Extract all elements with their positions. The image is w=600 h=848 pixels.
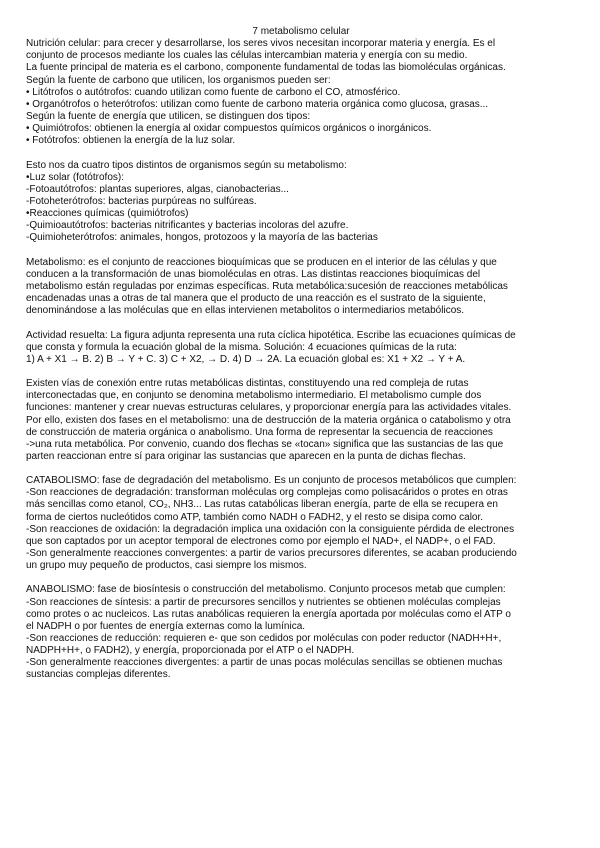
text-line: -Fotoautótrofos: plantas superiores, algas, cianobacterias...: [26, 183, 289, 195]
text-line: Según la fuente de energía que utilicen, se distinguen dos tipos:: [26, 110, 311, 122]
text-line: • Litótrofos o autótrofos: cuando utilizan como fuente de carbono el CO, atmosférico.: [26, 86, 401, 98]
text-line: ANABOLISMO: fase de biosíntesis o construcción del metabolismo. Conjunto procesos metab que cumplen:: [26, 584, 506, 596]
text-line: • Organótrofos o heterótrofos: utilizan como fuente de carbono materia orgánica como glucosa, grasas...: [26, 98, 489, 110]
text-line: que consta y formula la ecuación global de la misma. Solución: 4 ecuaciones químicas de la ruta:: [26, 341, 457, 353]
text-line: • Fotótrofos: obtienen la energía de la luz solar.: [26, 135, 236, 147]
text-line: sustancias complejas diferentes.: [26, 669, 171, 681]
paragraph-gap: [26, 147, 576, 159]
text-line: funciones: mantener y crear nuevas estructuras celulares, y proporcionar energía para las actividades vitales.: [26, 402, 512, 414]
text-line: conducen a la transformación de unas biomoléculas en otras. Las distintas reacciones bioquímicas del: [26, 268, 481, 280]
paragraph: [26, 378, 576, 463]
paragraph: [26, 330, 576, 366]
text-line: más sencillas como etanol, CO₂, NH3... Las rutas catabólicas liberan energía, parte de ella se recupera en: [26, 499, 498, 511]
paragraph-gap: [26, 463, 576, 475]
text-line: Nutrición celular: para crecer y desarrollarse, los seres vivos necesitan incorporar materia y energía. Es el: [26, 38, 496, 50]
text-line: -Son generalmente reacciones convergentes: a partir de varios precursores diferentes, se acaban produciendo: [26, 548, 517, 560]
paragraph: [26, 38, 576, 147]
text-line: CATABOLISMO: fase de degradación del metabolismo. Es un conjunto de procesos metabólicos que cumplen:: [26, 475, 517, 487]
text-line: forma de ciertos nucleótidos como ATP, también como NADH o FADH2, y el resto se disipa como calor.: [26, 511, 484, 523]
document-title: 7 metabolismo celular: [252, 26, 350, 37]
text-line: •Luz solar (fotótrofos):: [26, 171, 124, 183]
text-line: La fuente principal de materia es el carbono, componente fundamental de todas las biomoléculas orgánicas.: [26, 62, 506, 74]
text-line: •Reacciones químicas (quimiótrofos): [26, 208, 189, 220]
text-line: -Son generalmente reacciones divergentes: a partir de unas pocas moléculas sencillas se obtienen muchas: [26, 657, 503, 669]
text-line: -Quimioautótrofos: bacterias nitrificantes y bacterias incoloras del azufre.: [26, 220, 349, 232]
text-line: 1) A + X1 → B. 2) B → Y + C. 3) C + X2, → D. 4) D → 2A. La ecuación global es: X1 + X2 → Y + A.: [26, 353, 466, 365]
text-line: un grupo muy pequeño de productos, casi siempre los mismos.: [26, 560, 307, 572]
paragraph: [26, 160, 576, 245]
text-line: interconectadas que, en conjunto se denomina metabolismo intermediario. El metabolismo cumple dos: [26, 390, 482, 402]
text-line: metabolismo están reguladas por enzimas específicas. Ruta metabólica:sucesión de reacciones metabólicas: [26, 280, 508, 292]
text-line: Según la fuente de carbono que utilicen, los organismos pueden ser:: [26, 74, 331, 86]
text-line: -Quimioheterótrofos: animales, hongos, protozoos y la mayoría de las bacterias: [26, 232, 378, 244]
text-line: • Quimiótrofos: obtienen la energía al oxidar compuestos químicos orgánicos o inorgánicos.: [26, 123, 432, 135]
text-line: conjunto de procesos mediante los cuales las células intercambian materia y energía con su medio.: [26, 50, 468, 62]
text-line: parten reaccionan entre sí para originar las sustancias que aparecen en la punta de dichas flechas.: [26, 450, 466, 462]
paragraph-gap: [26, 366, 576, 378]
text-line: Actividad resuelta: La figura adjunta representa una ruta cíclica hipotética. Escribe las ecuaciones químicas de: [26, 329, 516, 341]
text-line: NADPH+H+, o FADH2), y energía, proporcionada por el ATP o el NADPH.: [26, 645, 355, 657]
text-line: el NADPH o por fuentes de energía externas como la lumínica.: [26, 620, 306, 632]
text-line: Esto nos da cuatro tipos distintos de organismos según su metabolismo:: [26, 159, 347, 171]
paragraph-gap: [26, 317, 576, 329]
text-line: que son captados por un aceptor temporal de electrones como por ejemplo el NAD+, el NADP+, o el FAD.: [26, 535, 496, 547]
text-line: como protes o ac nucleicos. Las rutas anabólicas requieren la energía aportada por moléculas como el ATP o: [26, 608, 511, 620]
document-body: [26, 38, 576, 681]
paragraph-gap: [26, 572, 576, 584]
text-line: denominándose a las moléculas que en ellas intervienen metabolitos o intermediarios metabólicos.: [26, 305, 465, 317]
text-line: de construcción de materia orgánica o anabolismo. Una forma de representar la secuencia de reacciones: [26, 426, 493, 438]
text-line: encadenadas unas a otras de tal manera que el producto de una reacción es el sustrato de la siguiente,: [26, 293, 486, 305]
document-page: [26, 26, 576, 682]
paragraph: [26, 584, 576, 681]
text-line: Metabolismo: es el conjunto de reacciones bioquímicas que se producen en el interior de las células y que: [26, 256, 497, 268]
text-line: -Son reacciones de reducción: requieren e- que son cedidos por moléculas con poder reductor (NADH+H+,: [26, 633, 502, 645]
paragraph: [26, 475, 576, 572]
text-line: -Son reacciones de degradación: transforman moléculas org complejas como polisacáridos o protes en otras: [26, 487, 508, 499]
text-line: -Fotoheterótrofos: bacterias purpúreas no sulfúreas.: [26, 195, 257, 207]
text-line: Existen vías de conexión entre rutas metabólicas distintas, constituyendo una red compleja de rutas: [26, 378, 469, 390]
text-line: Por ello, existen dos fases en el metabolismo: una de destrucción de la materia orgánica o catabolismo y otra: [26, 414, 511, 426]
paragraph-gap: [26, 245, 576, 257]
text-line: ->una ruta metabólica. Por convenio, cuando dos flechas se «tocan» significa que las sustancias de las que: [26, 438, 504, 450]
text-line: -Son reacciones de síntesis: a partir de precursores sencillos y nutrientes se obtienen moléculas complejas: [26, 596, 501, 608]
text-line: -Son reacciones de oxidación: la degradación implica una oxidación con la consiguiente pérdida de electrones: [26, 523, 515, 535]
paragraph: [26, 257, 576, 318]
